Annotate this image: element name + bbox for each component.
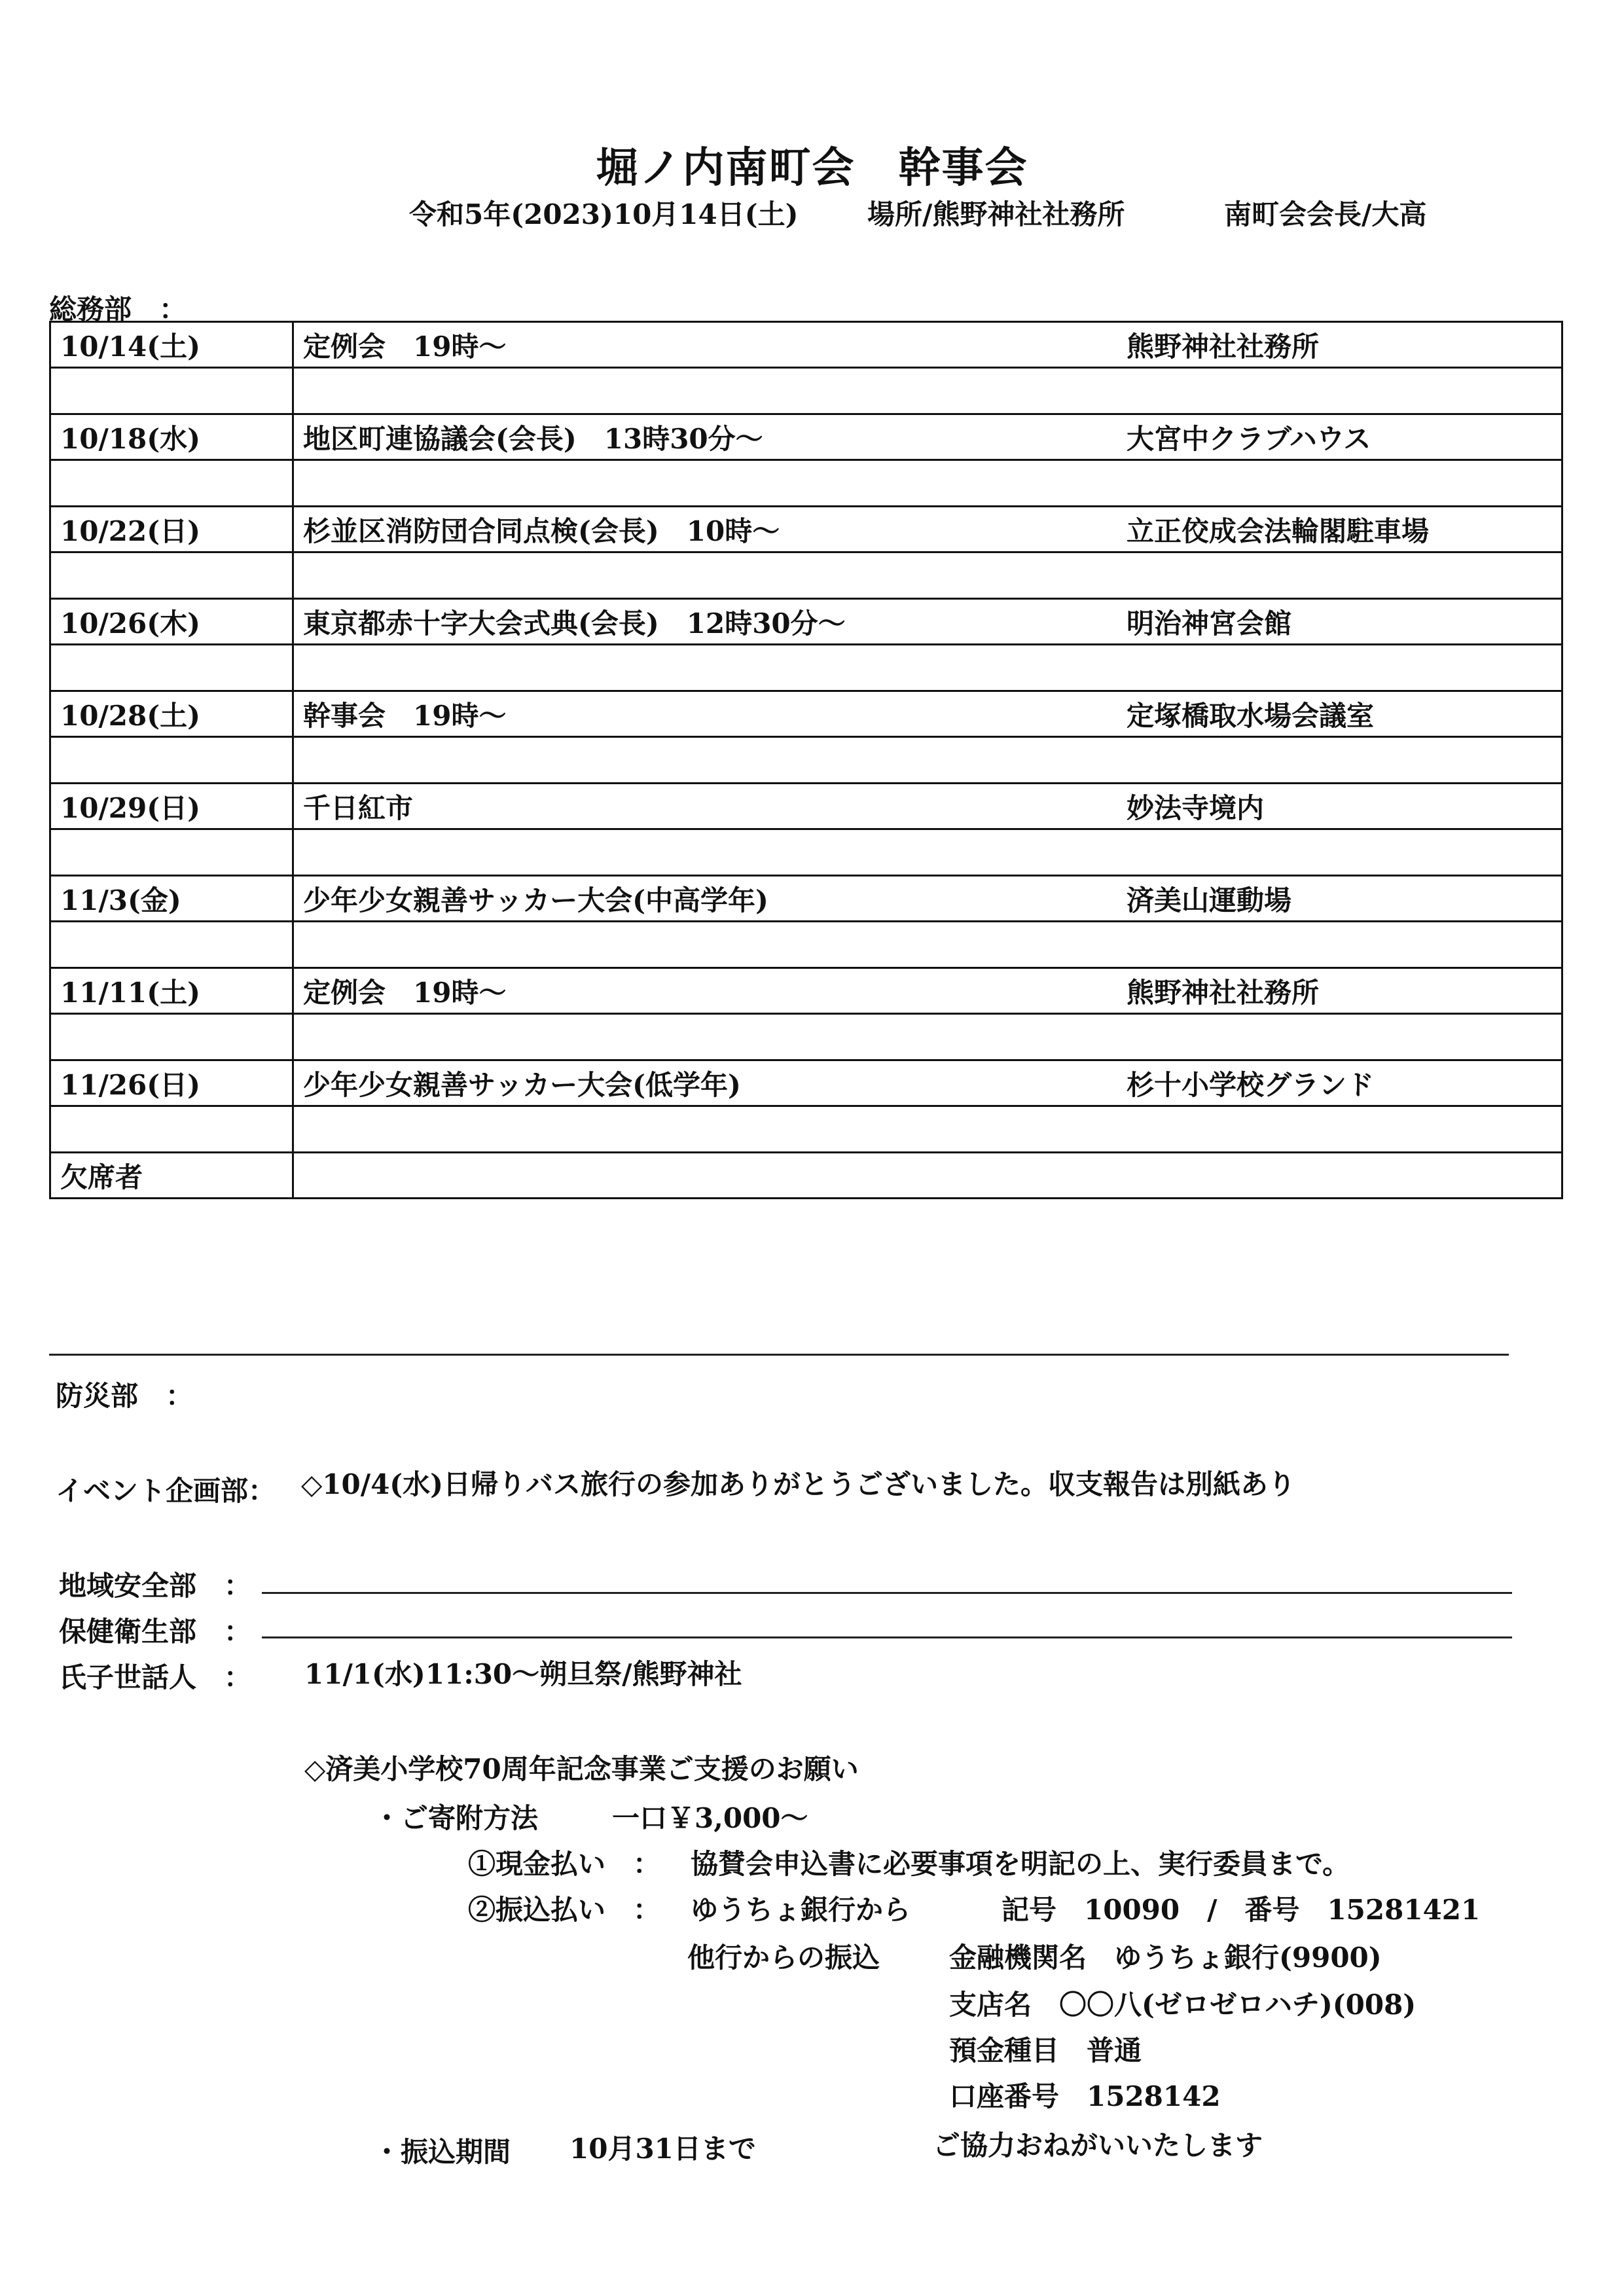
schedule-place: 妙法寺境内 (1117, 784, 1562, 829)
schedule-place: 定塚橋取水場会議室 (1117, 691, 1562, 737)
disaster-label: 防災部 ： (56, 1380, 194, 1412)
blank-cell (50, 737, 293, 784)
schedule-table (49, 321, 1563, 1199)
table-row-blank (50, 829, 1562, 876)
safety-rule (262, 1592, 1512, 1594)
donation-method-amount: 一口￥3,000～ (612, 1802, 808, 1834)
table-row (50, 1060, 1562, 1106)
schedule-date: 11/11(土) (50, 968, 293, 1014)
schedule-event: 地区町連協議会(会長) 13時30分～ (293, 414, 1118, 460)
schedule-event: 幹事会 19時～ (293, 691, 1118, 737)
schedule-date: 10/28(土) (50, 691, 293, 737)
shrine-text: 11/1(水)11:30～朔旦祭/熊野神社 (304, 1658, 742, 1690)
schedule-place: 立正佼成会法輪閣駐車場 (1117, 507, 1562, 552)
schedule-event: 東京都赤十字大会式典(会長) 12時30分～ (293, 599, 1118, 645)
schedule-event: 千日紅市 (293, 784, 1118, 829)
blank-cell (293, 829, 1562, 876)
bank-name: 金融機関名 ゆうちょ銀行(9900) (949, 1942, 1382, 1974)
period-value: 10月31日まで (569, 2133, 756, 2165)
schedule-date: 10/14(土) (50, 322, 293, 368)
transfer-numbers: 記号 10090 / 番号 15281421 (1001, 1894, 1481, 1926)
schedule-event: 少年少女親善サッカー大会(低学年) (293, 1060, 1118, 1106)
schedule-date: 10/18(水) (50, 414, 293, 460)
meeting-chair: 南町会会長/大高 (1224, 198, 1427, 230)
schedule-date: 10/26(木) (50, 599, 293, 645)
blank-cell (50, 460, 293, 507)
schedule-place: 明治神宮会館 (1117, 599, 1562, 645)
general-affairs-label: 総務部 ： (49, 293, 187, 325)
blank-cell (293, 737, 1562, 784)
table-row-blank (50, 737, 1562, 784)
branch-name: 支店名 〇〇八(ゼロゼロハチ)(008) (949, 1989, 1416, 2021)
blank-cell (293, 1106, 1562, 1153)
donation-method-label: ・ご寄附方法 (373, 1802, 539, 1834)
closing-text: ご協力おねがいいたします (933, 2129, 1263, 2161)
table-row-blank (50, 1106, 1562, 1153)
blank-cell (50, 829, 293, 876)
table-row-blank (50, 552, 1562, 599)
absent-value (293, 1153, 1562, 1199)
schedule-place: 熊野神社社務所 (1117, 968, 1562, 1014)
events-label: イベント企画部： (56, 1475, 276, 1507)
schedule-place: 大宮中クラブハウス (1117, 414, 1562, 460)
schedule-place: 杉十小学校グランド (1117, 1060, 1562, 1106)
account-type: 預金種目 普通 (949, 2034, 1142, 2067)
meeting-place: 場所/熊野神社社務所 (867, 198, 1125, 230)
table-row (50, 691, 1562, 737)
blank-cell (293, 552, 1562, 599)
blank-cell (293, 645, 1562, 691)
schedule-event: 杉並区消防団合同点検(会長) 10時～ (293, 507, 1118, 552)
schedule-date: 11/3(金) (50, 876, 293, 922)
blank-cell (293, 460, 1562, 507)
schedule-place: 済美山運動場 (1117, 876, 1562, 922)
schedule-date: 11/26(日) (50, 1060, 293, 1106)
table-row (50, 414, 1562, 460)
blank-cell (50, 645, 293, 691)
other-bank-label: 他行からの振込 (687, 1942, 880, 1974)
cash-label: ①現金払い ： (468, 1848, 661, 1880)
schedule-event: 少年少女親善サッカー大会(中高学年) (293, 876, 1118, 922)
table-row-blank (50, 1014, 1562, 1060)
shrine-label: 氏子世話人 ： (59, 1661, 252, 1693)
donation-heading: ◇済美小学校70周年記念事業ご支援のお願い (304, 1753, 859, 1785)
blank-cell (50, 368, 293, 414)
schedule-date: 10/29(日) (50, 784, 293, 829)
table-row (50, 507, 1562, 552)
transfer-label: ②振込払い ： (468, 1894, 661, 1926)
table-row-blank (50, 368, 1562, 414)
cash-text: 協賛会申込書に必要事項を明記の上、実行委員まで。 (691, 1848, 1350, 1880)
section-divider (49, 1354, 1509, 1356)
period-label: ・振込期間 (373, 2136, 511, 2168)
blank-cell (50, 1014, 293, 1060)
schedule-place: 熊野神社社務所 (1117, 322, 1562, 368)
table-row (50, 784, 1562, 829)
transfer-bank: ゆうちょ銀行から (691, 1894, 911, 1926)
table-row (50, 599, 1562, 645)
blank-cell (50, 1106, 293, 1153)
safety-label: 地域安全部 ： (59, 1570, 252, 1602)
health-rule (262, 1636, 1512, 1638)
blank-cell (50, 922, 293, 968)
health-label: 保健衛生部 ： (59, 1616, 252, 1648)
events-text: ◇10/4(水)日帰りバス旅行の参加ありがとうございました。収支報告は別紙あり (301, 1468, 1296, 1500)
table-row (50, 322, 1562, 368)
blank-cell (293, 1014, 1562, 1060)
absent-label: 欠席者 (50, 1153, 293, 1199)
table-row-absent (50, 1153, 1562, 1199)
table-row-blank (50, 460, 1562, 507)
blank-cell (50, 552, 293, 599)
table-row-blank (50, 922, 1562, 968)
table-row-blank (50, 645, 1562, 691)
schedule-event: 定例会 19時～ (293, 968, 1118, 1014)
schedule-event: 定例会 19時～ (293, 322, 1118, 368)
blank-cell (293, 368, 1562, 414)
blank-cell (293, 922, 1562, 968)
page-title: 堀ノ内南町会 幹事会 (596, 143, 1028, 192)
table-row (50, 968, 1562, 1014)
meeting-date: 令和5年(2023)10月14日(土) (409, 198, 799, 230)
schedule-date: 10/22(日) (50, 507, 293, 552)
table-row (50, 876, 1562, 922)
account-number: 口座番号 1528142 (949, 2080, 1221, 2112)
